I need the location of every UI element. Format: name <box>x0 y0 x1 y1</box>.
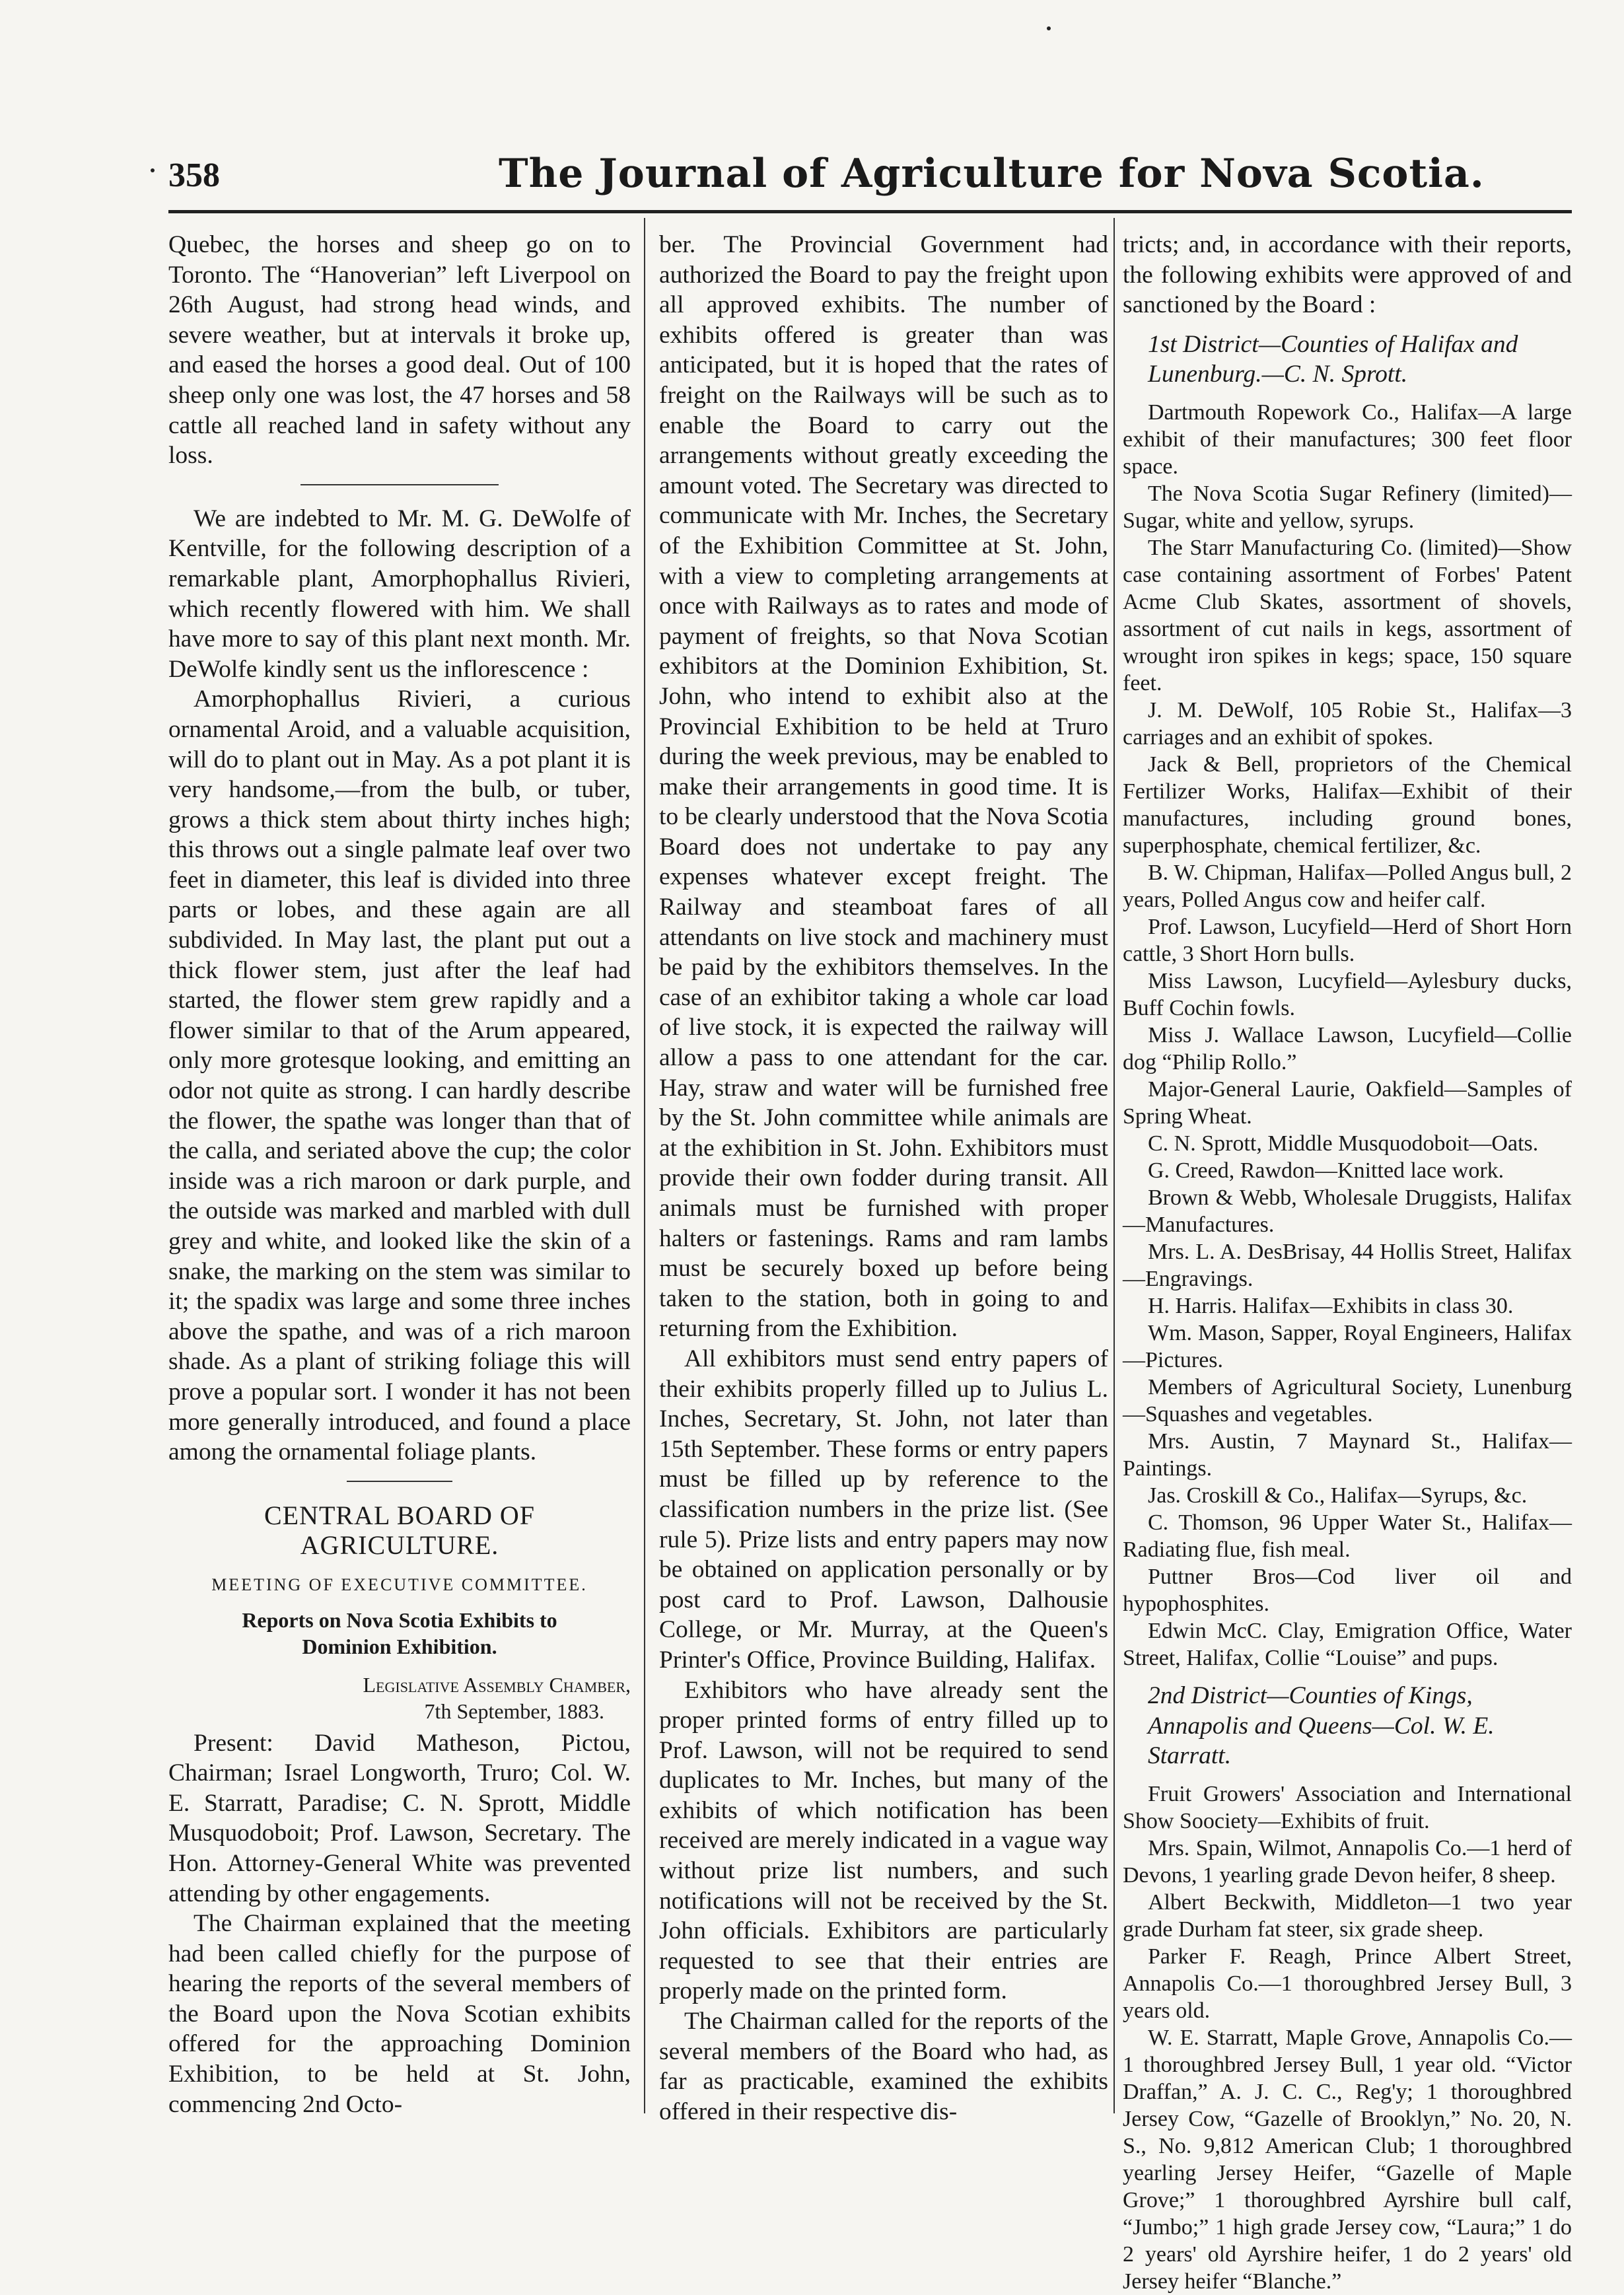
exhibit-entry: Miss J. Wallace Lawson, Lucyfield—Collie dog “Philip Rollo.” <box>1123 1022 1572 1075</box>
exhibit-entry: C. Thomson, 96 Upper Water St., Halifax—Radiating flue, fish meal. <box>1123 1510 1572 1562</box>
exhibit-entry: Dartmouth Ropework Co., Halifax—A large exhibit of their manufactures; 300 feet floor space. <box>1123 400 1572 479</box>
exhibit-entry: J. M. DeWolf, 105 Robie St., Halifax—3 carriages and an exhibit of spokes. <box>1123 697 1572 750</box>
exhibit-entry: W. E. Starratt, Maple Grove, Annapolis Co.—1 thoroughbred Jersey Bull, 1 year old. “Victor Draffan,” A. J. C. C., Reg'y; 1 thoroughbred Jersey Cow, “Gazelle of Brooklyn,” No. 20, N. S., No. 9,812 American Club; 1 thoroughbred yearling Jersey Heifer, “Gazelle of Maple Grove;” 1 thoroughbred Ayrshire bull calf, “Jumbo;” 1 high grade Jersey cow, “Laura;” 1 do 2 years' old Ayrshire heifer, 1 do 2 years' old Jersey heifer “Blanche.” <box>1123 2025 1572 2294</box>
paragraph: ber. The Provincial Government had authorized the Board to pay the freight upon all approved exhibits. The number of exhibits offered is greater than was anticipated, but it is hoped that the rates of freight on the Railways will be such as to enable the Board to carry out the arrangements without greatly exceeding the amount voted. The Secretary was directed to communicate with Mr. Inches, the Secretary of the Exhibition Committee at St. John, with a view to completing arrangements at once with Railways as to rates and mode of payment of freights, so that Nova Scotian exhibitors at the Dominion Exhibition, St. John, who intend to exhibit also at the Provincial Exhibition to be held at Truro during the week previous, may be enabled to make their arrangements in good time. It is to be clearly understood that the Nova Scotia Board does not undertake to pay any expenses whatever except freight. The Railway and steamboat fares of all attendants on live stock and machinery must be paid by the exhibitors themselves. In the case of an exhibitor taking a whole car load of live stock, it is expected the railway will allow a pass to one attendant for the car. Hay, straw and water will be furnished free by the St. John committee while animals are at the exhibition in St. John. Exhibitors must provide their own fodder during transit. All animals must be furnished with proper halters or fastenings. Rams and ram lambs must be securely boxed up before being taken to the station, both in going to and returning from the Exhibition. <box>659 231 1108 1343</box>
page-number: 358 <box>168 157 220 194</box>
exhibit-list <box>1123 399 1572 1672</box>
exhibit-entry: Mrs. L. A. DesBrisay, 44 Hollis Street, Halifax—Engravings. <box>1123 1239 1572 1291</box>
column-1 <box>168 230 631 2119</box>
paragraph: Quebec, the horses and sheep go on to Toronto. The “Hanoverian” left Liverpool on 26th August, had strong head winds, and severe weather, but at intervals it broke up, and eased the horses a good deal. Out of 100 sheep only one was lost, the 47 horses and 58 cattle all reached land in safety without any loss. <box>168 231 631 470</box>
column-divider <box>1113 218 1115 2113</box>
separator <box>300 484 499 485</box>
column-2 <box>659 230 1108 2127</box>
paragraph: Amorphophallus Rivieri, a curious ornamental Aroid, and a valuable acquisition, will do to plant out in May. As a pot plant it is very handsome,—from the bulb, or tuber, grows a thick stem about thirty inches high; this throws out a single palmate leaf over two feet in diameter, this leaf is divided into three parts or lobes, and these again are all subdivided. In May last, the plant put out a thick flower stem, just after the leaf had started, the flower stem grew rapidly and a flower similar to that of the Arum appeared, only more grotesque looking, and emitting an odor not quite as strong. I can hardly describe the flower, the spathe was longer than that of the calla, and seriated above the cup; the color inside was a rich maroon or dark purple, and the outside was marked and marbled with dull grey and white, and looked like the skin of a snake, the marking on the stem was similar to it; the spadix was large and some three inches above the spathe, and was of a rich maroon shade. As a plant of striking foliage this will prove a popular sort. I wonder it has not been more generally introduced, and found a place among the ornamental foliage plants. <box>168 686 631 1466</box>
exhibit-entry: Major-General Laurie, Oakfield—Samples of Spring Wheat. <box>1123 1077 1572 1129</box>
subsection-title: MEETING OF EXECUTIVE COMMITTEE. <box>211 1574 588 1594</box>
paragraph: Exhibitors who have already sent the proper printed forms of entry filled up to Prof. Lawson, will not be required to send duplicates to Mr. Inches, but many of the exhibits of which notification has been received are merely indicated in a vague way without prize list numbers, and such notifications will not be received by the St. John officials. Exhibitors are particularly requested to see that their entries are properly made on the printed form. <box>659 1676 1108 2005</box>
exhibit-entry: Jas. Croskill & Co., Halifax—Syrups, &c. <box>1148 1483 1528 1508</box>
print-speck <box>151 168 155 172</box>
dateline <box>168 1672 631 1724</box>
print-speck <box>1047 26 1051 30</box>
paragraph: Present: David Matheson, Pictou, Chairman; Israel Longworth, Truro; Col. W. E. Starratt, Paradise; C. N. Sprott, Middle Musquodoboit; Prof. Lawson, Secretary. The Hon. Attorney-General White was prevented attending by other engagements. <box>168 1729 631 1907</box>
paragraph: All exhibitors must send entry papers of their exhibits properly filled up to Julius L. Inches, Secretary, St. John, not later than 15th September. These forms or entry papers must be filled up by reference to the classification numbers in the prize list. (See rule 5). Prize lists and entry papers may now be obtained on application personally or by post card to Prof. Lawson, Dalhousie College, or Mr. Murray, at the Queen's Printer's Office, Province Building, Halifax. <box>659 1345 1108 1674</box>
exhibit-entry: G. Creed, Rawdon—Knitted lace work. <box>1148 1158 1504 1183</box>
reports-heading: Reports on Nova Scotia Exhibits to Dominion Exhibition. <box>242 1607 557 1658</box>
district-heading: 2nd District—Counties of Kings, Annapolis and Queens—Col. W. E. Starratt. <box>1148 1681 1495 1770</box>
header-rule <box>168 210 1572 213</box>
column-3 <box>1123 230 1572 2295</box>
exhibit-entry: Wm. Mason, Sapper, Royal Engineers, Halifax—Pictures. <box>1123 1320 1572 1372</box>
exhibit-entry: Mrs. Austin, 7 Maynard St., Halifax—Paintings. <box>1123 1429 1572 1481</box>
exhibit-entry: Puttner Bros—Cod liver oil and hypophosphites. <box>1123 1564 1572 1616</box>
dateline-place: Legislative Assembly Chamber, <box>363 1672 631 1697</box>
column-divider <box>644 218 645 2113</box>
paragraph: The Chairman explained that the meeting had been called chiefly for the purpose of hearing the reports of the several members of the Board upon the Nova Scotian exhibits offered for the approaching Dominion Exhibition, to be held at St. John, commencing 2nd Octo- <box>168 1910 631 2118</box>
exhibit-entry: Edwin McC. Clay, Emigration Office, Water Street, Halifax, Collie “Louise” and pups. <box>1123 1618 1572 1670</box>
separator <box>347 1481 452 1482</box>
section-title: CENTRAL BOARD OF AGRICULTURE. <box>264 1500 536 1561</box>
exhibit-entry: B. W. Chipman, Halifax—Polled Angus bull, 2 years, Polled Angus cow and heifer calf. <box>1123 860 1572 912</box>
exhibit-entry: Members of Agricultural Society, Lunenburg—Squashes and vegetables. <box>1123 1374 1572 1427</box>
exhibit-entry: Prof. Lawson, Lucyfield—Herd of Short Horn cattle, 3 Short Horn bulls. <box>1123 914 1572 966</box>
journal-title: The Journal of Agriculture for Nova Scotia. <box>499 151 1485 197</box>
exhibit-entry: C. N. Sprott, Middle Musquodoboit—Oats. <box>1148 1131 1539 1156</box>
dateline-date: 7th September, 1883. <box>424 1699 604 1723</box>
exhibit-entry: Fruit Growers' Association and International Show Soociety—Exhibits of fruit. <box>1123 1781 1572 1833</box>
exhibit-entry: Jack & Bell, proprietors of the Chemical Fertilizer Works, Halifax—Exhibit of their manufactures, including ground bones, superphosphate, chemical fertilizer, &c. <box>1123 752 1572 858</box>
paragraph: tricts; and, in accordance with their reports, the following exhibits were approved of and sanctioned by the Board : <box>1123 231 1572 319</box>
district-heading: 1st District—Counties of Halifax and Lunenburg.—C. N. Sprott. <box>1148 330 1518 388</box>
exhibit-entry: Brown & Webb, Wholesale Druggists, Halifax—Manufactures. <box>1123 1185 1572 1237</box>
page-header <box>168 151 1549 203</box>
exhibit-entry: Albert Beckwith, Middleton—1 two year grade Durham fat steer, six grade sheep. <box>1123 1889 1572 1942</box>
exhibit-entry: H. Harris. Halifax—Exhibits in class 30. <box>1148 1293 1514 1318</box>
exhibit-entry: Miss Lawson, Lucyfield—Aylesbury ducks, Buff Cochin fowls. <box>1123 968 1572 1020</box>
exhibit-entry: The Starr Manufacturing Co. (limited)—Show case containing assortment of Forbes' Patent Acme Club Skates, assortment of shovels, assortment of cut nails in kegs, assortment of wrought iron spikes in kegs; space, 150 square feet. <box>1123 535 1572 695</box>
paragraph: We are indebted to Mr. M. G. DeWolfe of Kentville, for the following description of a remarkable plant, Amorphophallus Rivieri, which recently flowered with him. We shall have more to say of this plant next month. Mr. DeWolfe kindly sent us the inflorescence : <box>168 505 631 683</box>
paragraph: The Chairman called for the reports of the several members of the Board who had, as far as practicable, examined the exhibits offered in their respective dis- <box>659 2008 1108 2125</box>
exhibit-entry: The Nova Scotia Sugar Refinery (limited)—Sugar, white and yellow, syrups. <box>1123 481 1572 533</box>
exhibit-entry: Parker F. Reagh, Prince Albert Street, Annapolis Co.—1 thoroughbred Jersey Bull, 3 years old. <box>1123 1944 1572 2023</box>
exhibit-list <box>1123 1781 1572 2295</box>
exhibit-entry: Mrs. Spain, Wilmot, Annapolis Co.—1 herd of Devons, 1 yearling grade Devon heifer, 8 sheep. <box>1123 1835 1572 1888</box>
